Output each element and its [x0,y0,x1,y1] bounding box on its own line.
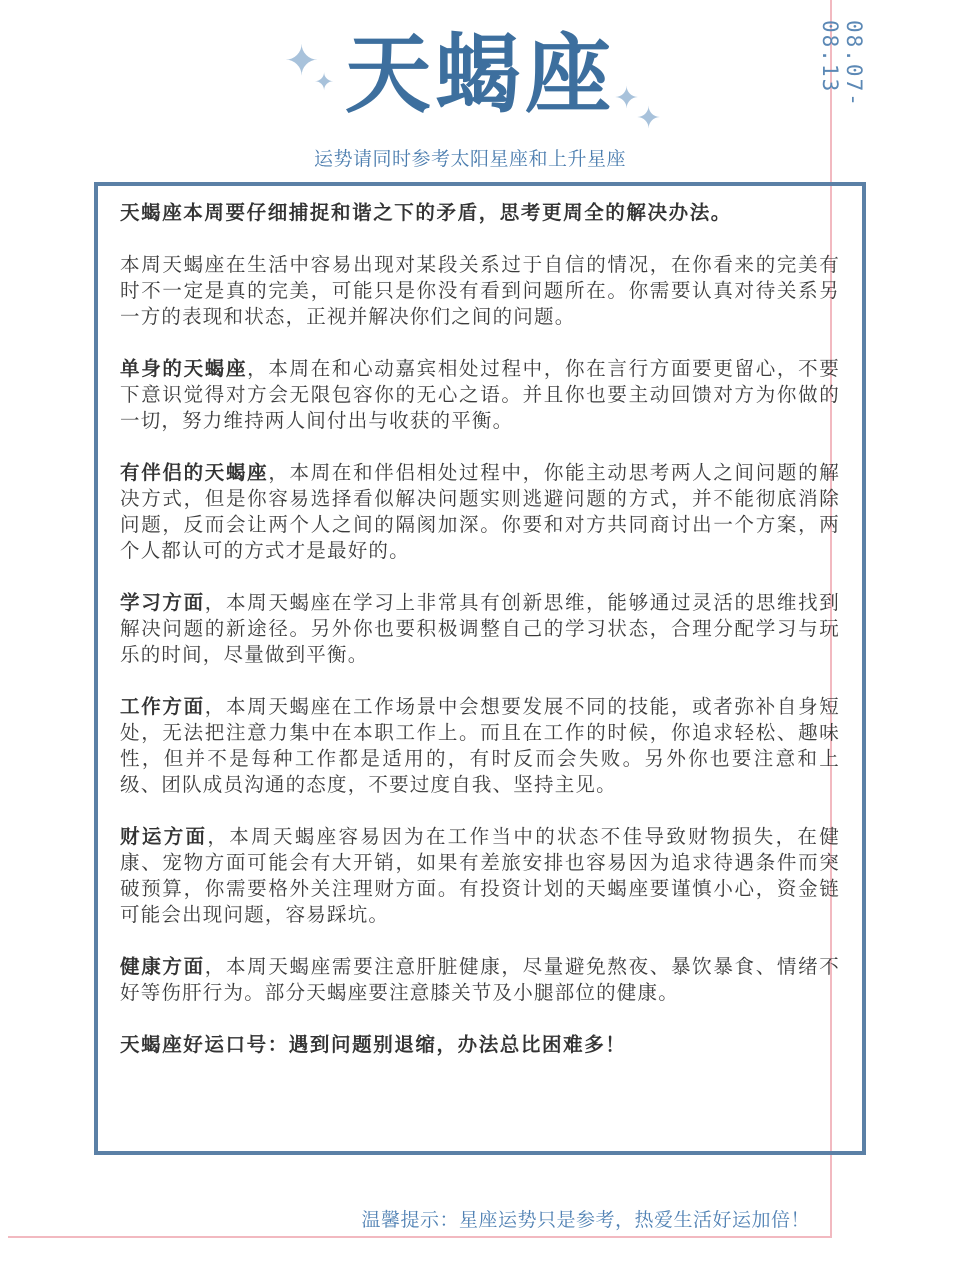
page-title: 天蝎座 [345,25,615,125]
lucky-slogan: 天蝎座好运口号：遇到问题别退缩，办法总比困难多！ [120,1033,627,1056]
headline: 天蝎座本周要仔细捕捉和谐之下的矛盾，思考更周全的解决办法。 [120,201,732,224]
section-label: 健康方面 [120,955,205,978]
section-single [120,356,840,434]
section-text: ，本周天蝎座在学习上非常具有创新思维，能够通过灵活的思维找到解决问题的新途径。另外你也要积极调整自己的学习状态，合理分配学习与玩乐的时间，尽量做到平衡。 [120,591,840,666]
intro-paragraph: 本周天蝎座在生活中容易出现对某段关系过于自信的情况，在你看来的完美有时不一定是真的完美，可能只是你没有看到问题所在。你需要认真对待关系另一方的表现和状态，正视并解决你们之间的问题。 [120,253,840,328]
sparkle-icon: ✦ [614,81,640,116]
horoscope-content-box [94,182,866,1155]
section-label: 学习方面 [120,591,205,614]
section-health [120,954,840,1006]
date-range: 08.07-08.13 [818,20,866,108]
section-label: 财运方面 [120,825,208,848]
section-text: ，本周在和心动嘉宾相处过程中，你在言行方面要更留心，不要下意识觉得对方会无限包容你的无心之语。并且你也要主动回馈对方为你做的一切，努力维持两人间付出与收获的平衡。 [120,357,841,432]
section-label: 单身的天蝎座 [120,357,248,380]
section-label: 工作方面 [120,695,205,718]
section-wealth [120,824,840,928]
sparkle-icon: ✦ [636,101,662,136]
section-work [120,694,840,798]
footer-tip: 温馨提示：星座运势只是参考，热爱生活好运加倍！ [361,1209,810,1231]
pink-frame-horizontal-line [8,1236,832,1238]
section-text: ，本周在和伴侣相处过程中，你能主动思考两人之间问题的解决方式，但是你容易选择看似解决问题实则逃避问题的方式，并不能彻底消除问题，反而会让两个人之间的隔阂加深。你要和对方共同商讨出一个方案，两个人都认可的方式才是最好的。 [120,461,840,562]
sparkle-icon: ✦ [314,68,335,96]
page-subtitle: 运势请同时参考太阳星座和上升星座 [313,148,626,170]
sparkle-icon: ✦ [284,36,320,85]
section-study [120,590,840,668]
section-partnered [120,460,840,564]
section-text: ，本周天蝎座需要注意肝脏健康，尽量避免熬夜、暴饮暴食、情绪不好等伤肝行为。部分天蝎座要注意膝关节及小腿部位的健康。 [120,955,840,1004]
section-text: ，本周天蝎座在工作场景中会想要发展不同的技能，或者弥补自身短处，无法把注意力集中在本职工作上。而且在工作的时候，你追求轻松、趣味性，但并不是每种工作都是适用的，有时反而会失败。另外你也要注意和上级、团队成员沟通的态度，不要过度自我、坚持主见。 [120,695,840,796]
section-text: ，本周天蝎座容易因为在工作当中的状态不佳导致财物损失，在健康、宠物方面可能会有大开销，如果有差旅安排也容易因为追求待遇条件而突破预算，你需要格外关注理财方面。有投资计划的天蝎座要谨慎小心，资金链可能会出现问题，容易踩坑。 [120,825,840,926]
section-label: 有伴侣的天蝎座 [120,461,269,484]
